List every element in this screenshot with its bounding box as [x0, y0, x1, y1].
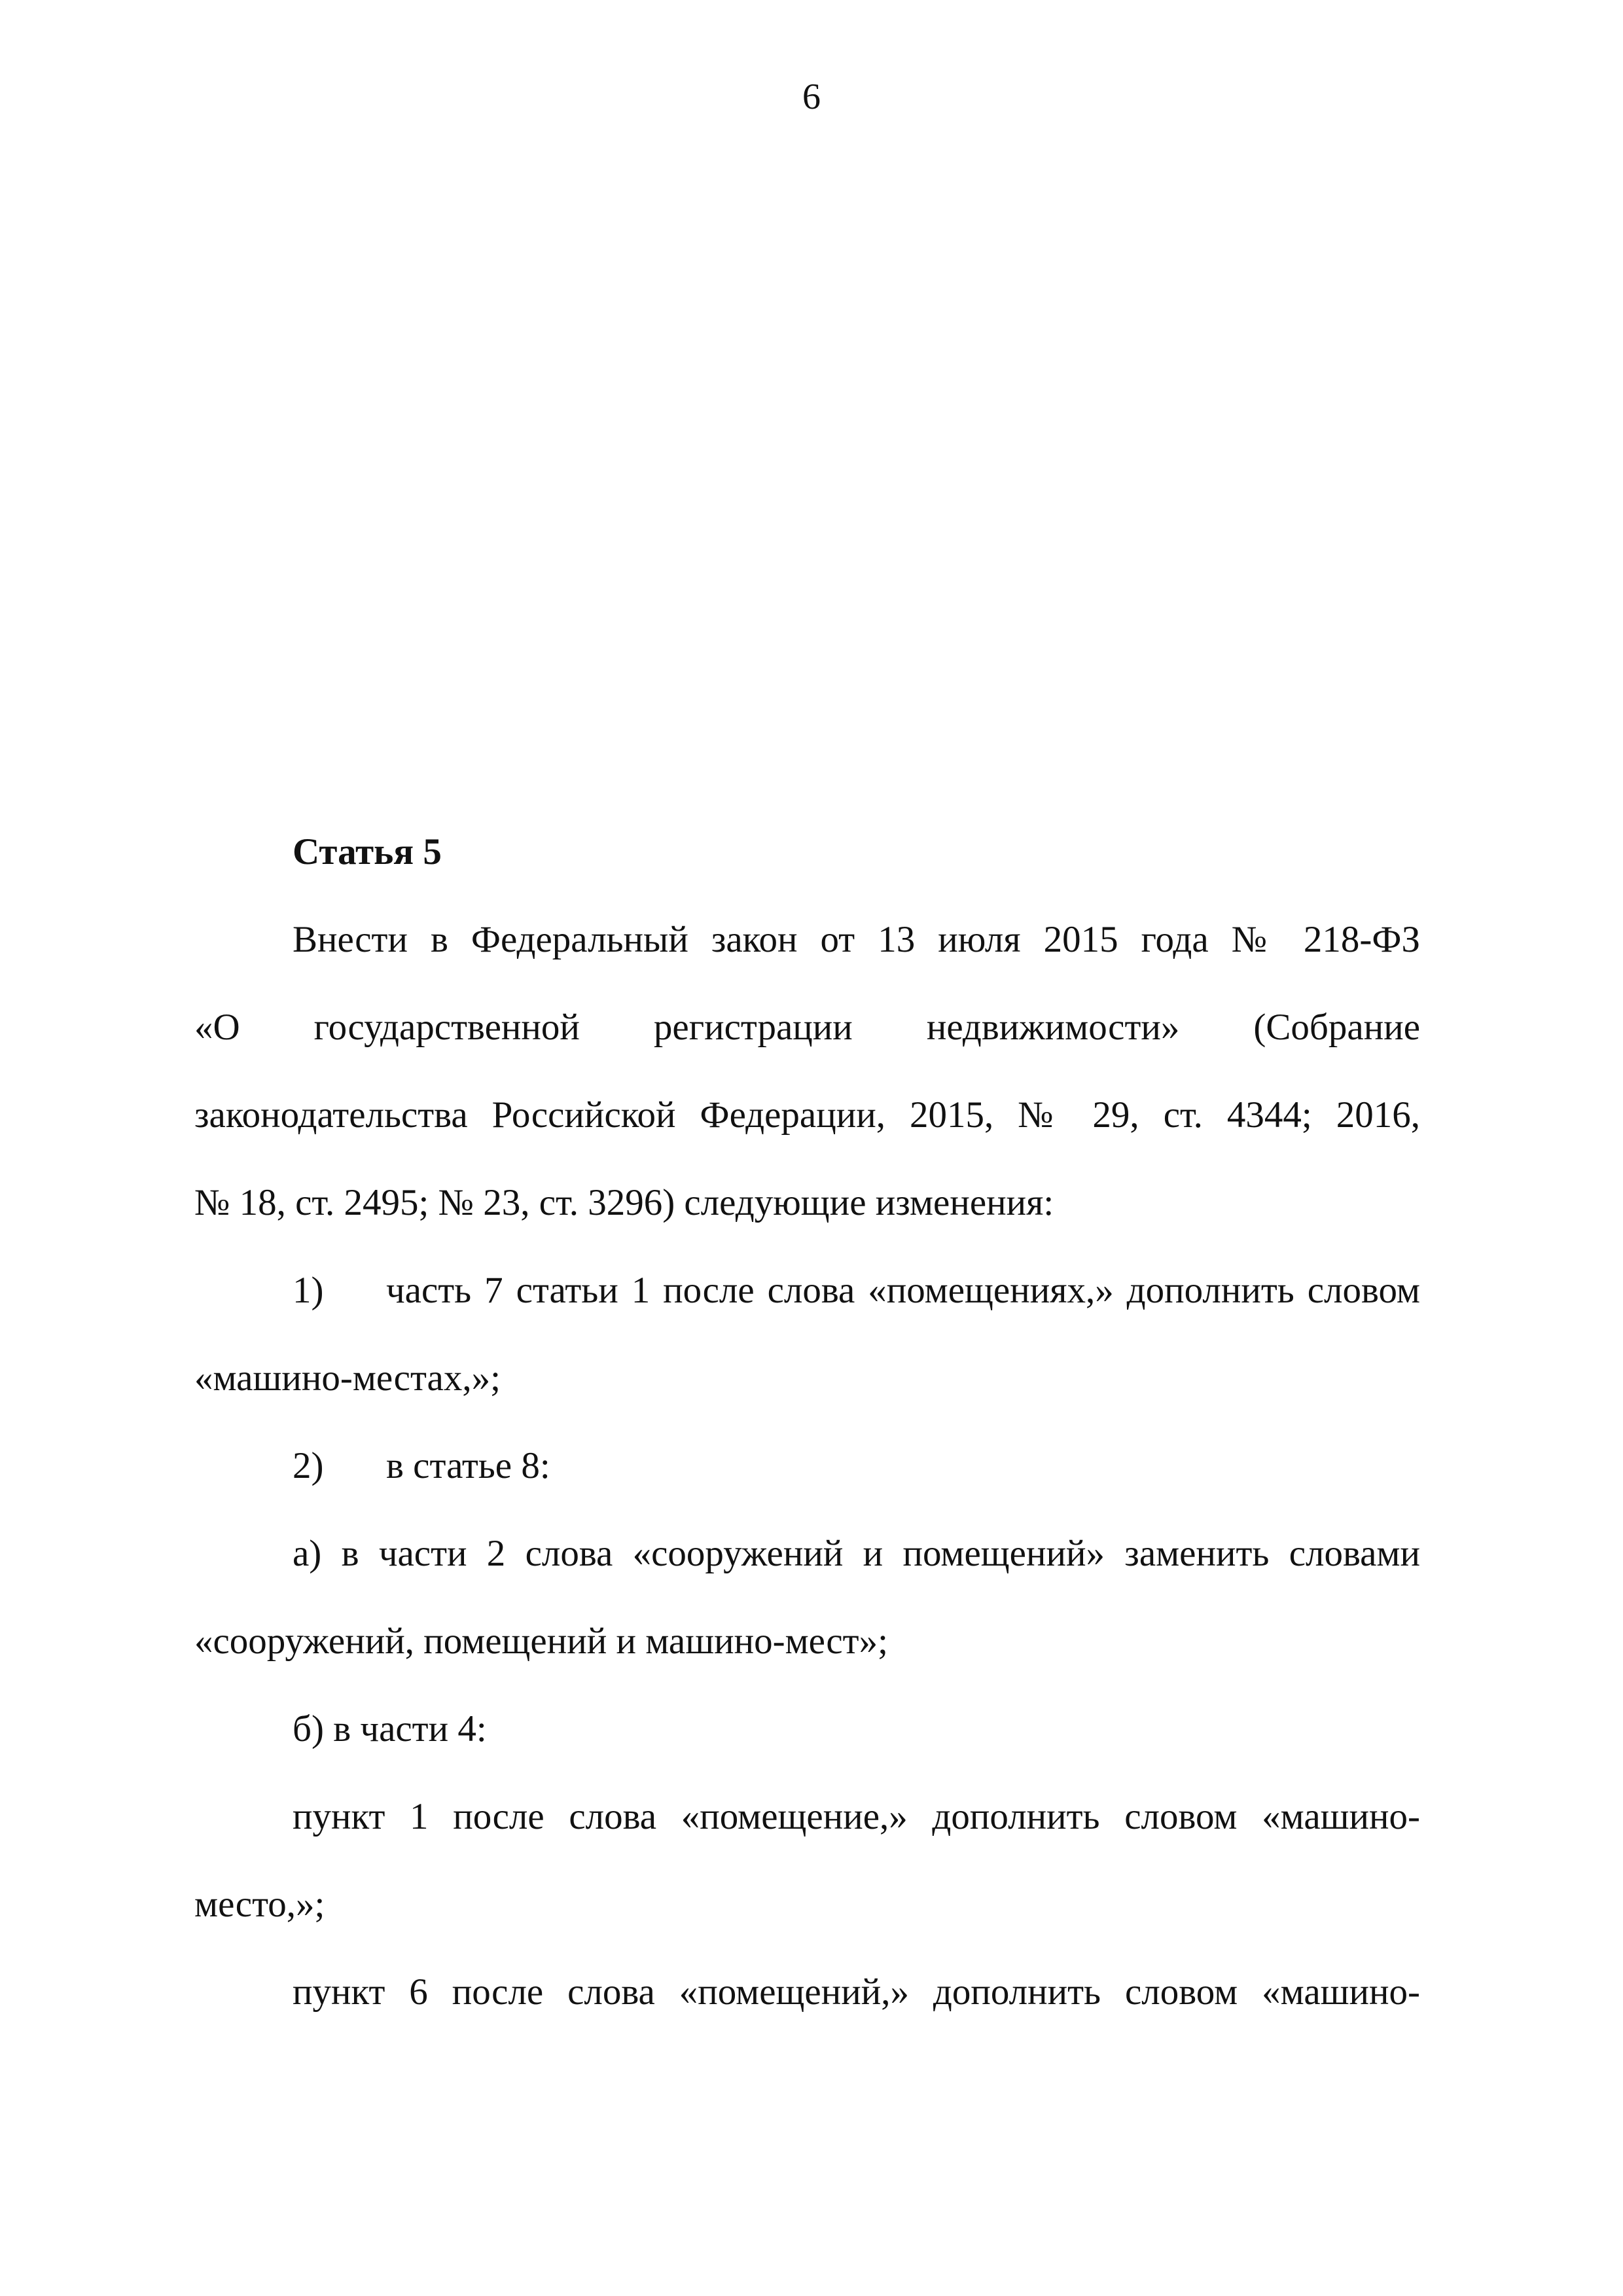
point-6: пункт 6 после слова «помещений,» дополнить словом «машино-: [293, 1971, 1420, 2013]
list-item-number: 2): [293, 1445, 324, 1486]
point-1-continuation: место,»;: [194, 1884, 325, 1925]
list-item-2: [293, 1440, 1420, 1492]
paragraph-line: законодательства Российской Федерации, 2015, № 29, ст. 4344; 2016,: [194, 1094, 1420, 1136]
page-number: 6: [802, 77, 821, 117]
list-item-text: в статье 8:: [386, 1445, 550, 1486]
article-heading: Статья 5: [293, 831, 442, 872]
subitem-a-continuation: «сооружений, помещений и машино-мест»;: [194, 1621, 888, 1662]
point-1: пункт 1 после слова «помещение,» дополнить словом «машино-: [293, 1796, 1420, 1837]
list-item-continuation: «машино-местах,»;: [194, 1357, 501, 1399]
list-item-text: часть 7 статьи 1 после слова «помещениях,» дополнить словом: [386, 1270, 1420, 1311]
list-item-number: 1): [293, 1270, 324, 1311]
list-item-1: [293, 1265, 1420, 1317]
subitem-b: б) в части 4:: [293, 1708, 487, 1749]
paragraph-line: № 18, ст. 2495; № 23, ст. 3296) следующие изменения:: [194, 1182, 1054, 1223]
subitem-a: а) в части 2 слова «сооружений и помещений» заменить словами: [293, 1533, 1420, 1574]
paragraph-line: Внести в Федеральный закон от 13 июля 2015 года № 218-ФЗ: [293, 919, 1420, 960]
paragraph-line: «О государственной регистрации недвижимости» (Собрание: [194, 1007, 1420, 1048]
